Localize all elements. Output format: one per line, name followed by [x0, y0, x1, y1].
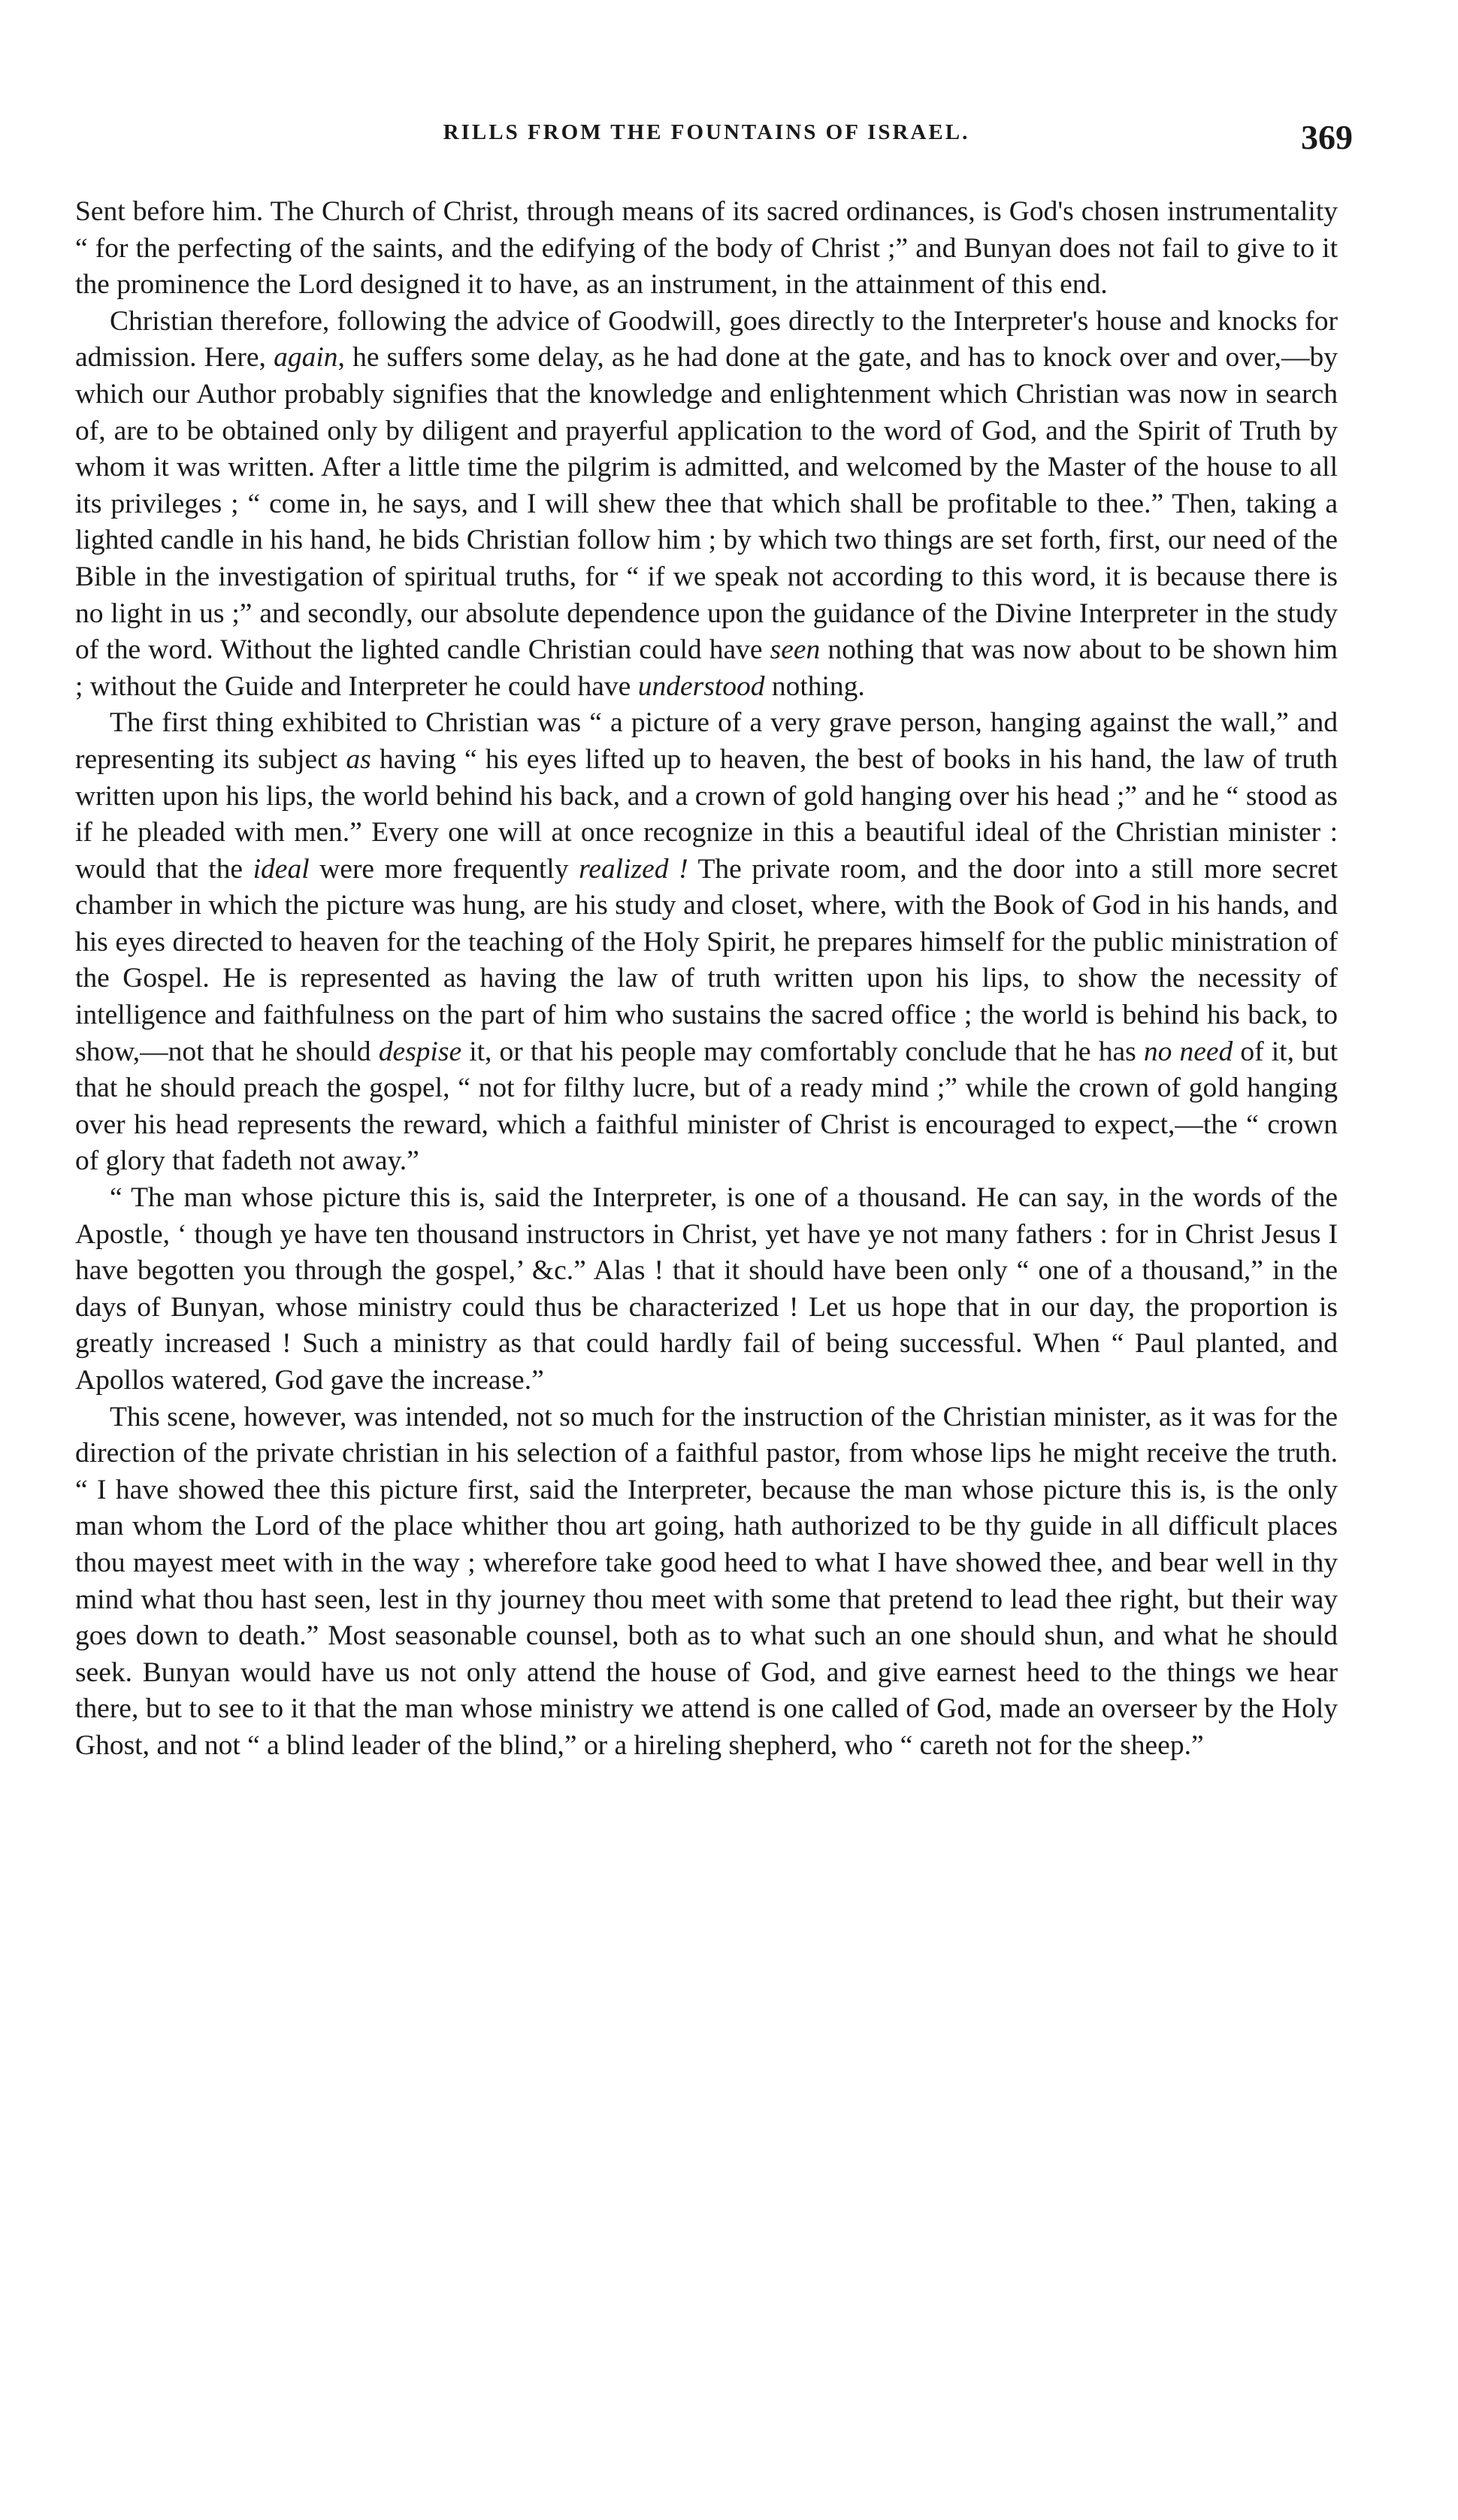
italic-text: ideal	[253, 853, 310, 885]
text-run: The private room, and the door into a still more secret chamber in which the picture was hung, are his study and closet, where, with the Book of God in his hands, and his eyes directed to heaven for the teaching of the Holy Spirit, he prepares himself for the public ministration of the Gospel. He is represented as having the law of truth written upon his lips, to show the necessity of intelligence and faithfulness on the part of him who sustains the sacred office ; the world is behind his back, to show,—not that he should	[75, 853, 1338, 1067]
text-run: were more frequently	[309, 853, 579, 885]
text-run: nothing.	[764, 670, 865, 702]
text-run: Christian therefore, following the advice of Goodwill, goes directly to the Interpreter's house and knocks for admission. Here,	[75, 305, 1338, 374]
italic-text: seen	[770, 634, 821, 666]
body-text	[75, 194, 1338, 1765]
paragraph	[75, 1399, 1338, 1765]
text-run: “ The man whose picture this is, said the Interpreter, is one of a thousand. He can say, in the words of the Apostle, ‘ though ye have ten thousand instructors in Christ, yet have ye not many fathers : for in Christ Jesus I have begotten you through the gospel,’ &c.” Alas ! that it should have been only “ one of a thousand,” in the days of Bunyan, whose ministry could thus be characterized ! Let us hope that in our day, the proportion is greatly increased ! Such a ministry as that could hardly fail of being successful. When “ Paul planted, and Apollos watered, God gave the increase.”	[75, 1182, 1338, 1396]
paragraph	[75, 304, 1338, 706]
text-run: , he suffers some delay, as he had done at the gate, and has to knock over and over,—by which our Author probably signifies that the knowledge and enlightenment which Christian was now in search of, are to be obtained only by diligent and prayerful application to the word of God, and the Spirit of Truth by whom it was written. After a little time the pilgrim is admitted, and welcomed by the Master of the house to all its privileges ; “ come in, he says, and I will shew thee that which shall be profitable to thee.” Then, taking a lighted candle in his hand, he bids Christian follow him ; by which two things are set forth, first, our need of the Bible in the investigation of spiritual truths, for “ if we speak not according to this word, it is because there is no light in us ;” and secondly, our absolute dependence upon the guidance of the Divine Interpreter in the study of the word. Without the lighted candle Christian could have	[75, 342, 1338, 666]
italic-text: as	[346, 743, 371, 775]
italic-text: realized !	[579, 853, 688, 885]
italic-text: no need	[1143, 1036, 1233, 1067]
running-head	[75, 118, 1353, 165]
italic-text: understood	[637, 670, 765, 702]
running-title: RILLS FROM THE FOUNTAINS OF ISRAEL.	[443, 120, 970, 144]
paragraph	[75, 1180, 1338, 1399]
text-run: having “ his eyes lifted up to heaven, the best of books in his hand, the law of truth written upon his lips, the world behind his back, and a crown of gold hanging over his head ;” and he “ stood as if he pleaded with men.” Every one will at once recognize in this a beautiful ideal of the Christian minister : would that the	[75, 743, 1338, 885]
text-run: This scene, however, was intended, not so much for the instruction of the Christian minister, as it was for the direction of the private christian in his selection of a faithful pastor, from whose lips he might receive the truth. “ I have showed thee this picture first, said the Interpreter, because the man whose picture this is, is the only man whom the Lord of the place whither thou art going, hath authorized to be thy guide in all difficult places thou mayest meet with in the way ; wherefore take good heed to what I have showed thee, and bear well in thy mind what thou hast seen, lest in thy journey thou meet with some that pretend to lead thee right, but their way goes down to death.” Most seasonable counsel, both as to what such an one should shun, and what he should seek. Bunyan would have us not only attend the house of God, and give earnest heed to the things we hear there, but to see to it that the man whose ministry we attend is one called of God, made an overseer by the Holy Ghost, and not “ a blind leader of the blind,” or a hireling shepherd, who “ careth not for the sheep.”	[75, 1401, 1338, 1761]
text-run: The first thing exhibited to Christian was “ a picture of a very grave person, hanging against the wall,” and representing its subject	[75, 707, 1338, 775]
text-run: nothing that was now about to be shown him ; without the Guide and Interpreter he could have	[75, 634, 1338, 702]
text-run: Sent before him. The Church of Christ, through means of its sacred ordinances, is God's chosen instrumentality “ for the perfecting of the saints, and the edifying of the body of Christ ;” and Bunyan does not fail to give to it the prominence the Lord designed it to have, as an instrument, in the attainment of this end.	[75, 196, 1338, 301]
paragraph	[75, 194, 1338, 304]
paragraph	[75, 705, 1338, 1180]
text-run: it, or that his people may comfortably conclude that he has	[461, 1036, 1144, 1067]
text-run: of it, but that he should preach the gospel, “ not for filthy lucre, but of a ready mind ;” while the crown of gold hanging over his head represents the reward, which a faithful minister of Christ is encouraged to expect,—the “ crown of glory that fadeth not away.”	[75, 1036, 1339, 1177]
book-page	[75, 118, 1353, 1765]
page-number: 369	[1301, 118, 1353, 156]
italic-text: again	[274, 342, 338, 374]
italic-text: despise	[378, 1036, 462, 1067]
